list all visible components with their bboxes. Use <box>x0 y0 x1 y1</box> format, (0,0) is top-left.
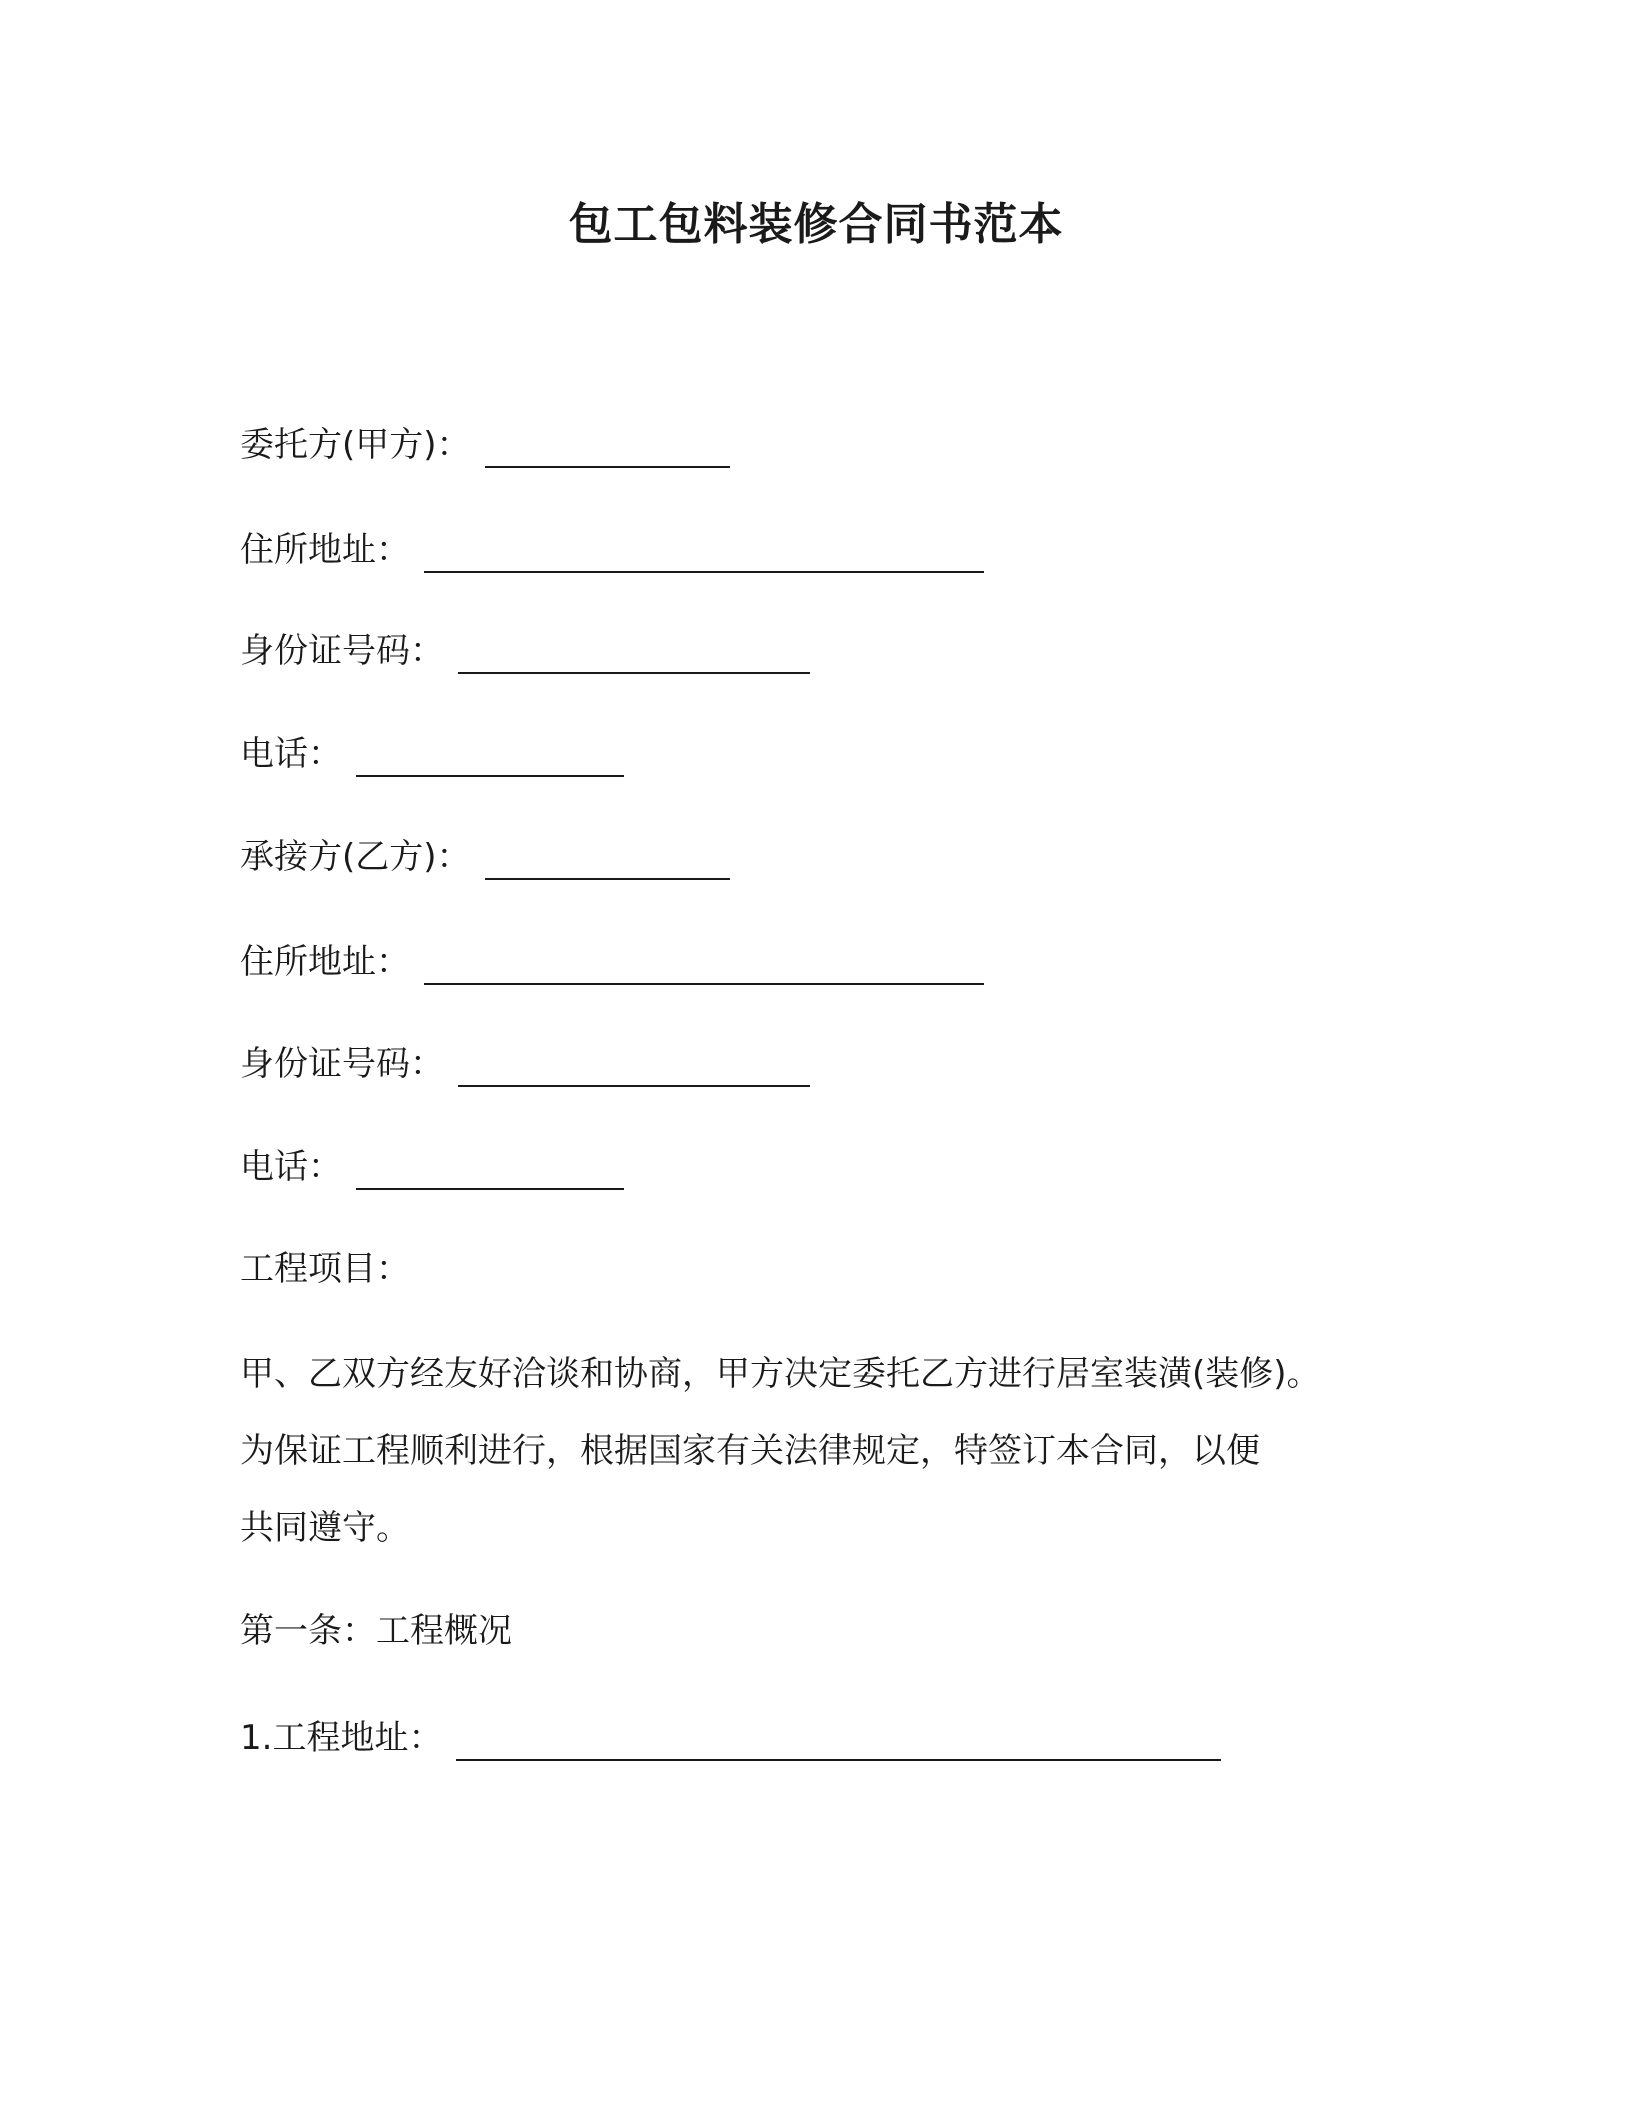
party-a-id-label: 身份证号码： <box>240 631 444 671</box>
party-a-address-line <box>240 527 984 573</box>
intro-line-2: 为保证工程顺利进行，根据国家有关法律规定，特签订本合同，以便 <box>240 1431 1260 1471</box>
party-a-address-label: 住所地址： <box>240 530 410 570</box>
party-a-id-blank[interactable] <box>458 634 810 674</box>
party-b-name-blank[interactable] <box>485 840 730 880</box>
intro-line-3: 共同遵守。 <box>240 1508 410 1548</box>
party-a-id-line <box>240 628 810 674</box>
party-a-phone-blank[interactable] <box>356 737 624 777</box>
party-a-label: 委托方(甲方)： <box>240 425 471 465</box>
party-a-phone-label: 电话： <box>240 734 342 774</box>
party-b-id-line <box>240 1041 810 1087</box>
project-label: 工程项目： <box>240 1249 410 1289</box>
party-b-address-line <box>240 939 984 985</box>
party-b-id-blank[interactable] <box>458 1047 810 1087</box>
article1-item1-line <box>240 1715 1221 1761</box>
project-address-blank[interactable] <box>456 1721 1221 1761</box>
party-b-address-blank[interactable] <box>424 945 984 985</box>
party-b-name-line <box>240 834 730 880</box>
document-title: 包工包料装修合同书范本 <box>568 199 1064 250</box>
party-b-phone-label: 电话： <box>240 1147 342 1187</box>
project-line <box>240 1246 410 1292</box>
article1-heading-text: 第一条：工程概况 <box>240 1611 512 1651</box>
party-b-id-label: 身份证号码： <box>240 1044 444 1084</box>
article1-heading <box>240 1608 512 1654</box>
party-b-address-label: 住所地址： <box>240 942 410 982</box>
party-a-phone-line <box>240 731 624 777</box>
party-a-name-blank[interactable] <box>485 428 730 468</box>
intro-line-1: 甲、乙双方经友好洽谈和协商，甲方决定委托乙方进行居室装潢(装修)。 <box>240 1354 1321 1394</box>
party-b-label: 承接方(乙方)： <box>240 837 471 877</box>
party-b-phone-blank[interactable] <box>356 1150 624 1190</box>
article1-item1-label: 1.工程地址： <box>240 1718 443 1758</box>
party-b-phone-line <box>240 1144 624 1190</box>
party-a-address-blank[interactable] <box>424 533 984 573</box>
party-a-name-line <box>240 422 730 468</box>
